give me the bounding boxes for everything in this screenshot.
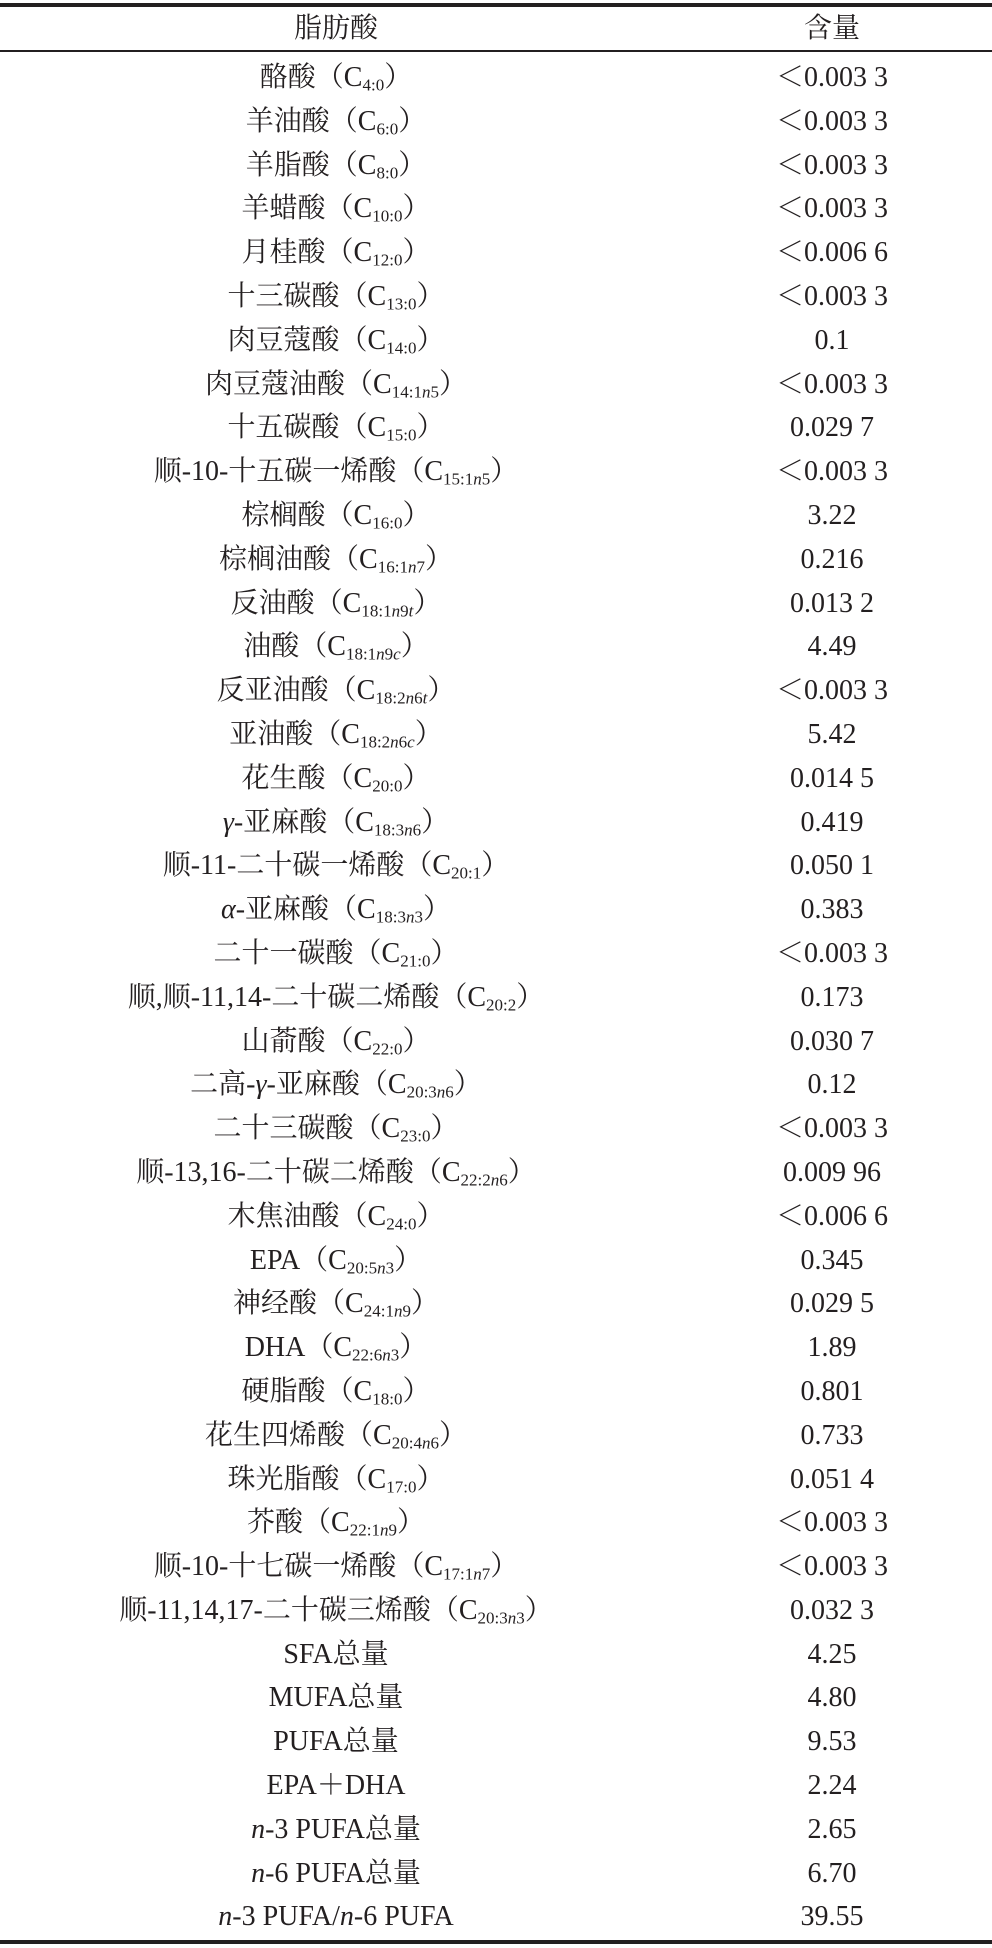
closing-paren: ）	[402, 1375, 431, 1407]
fatty-acid-name-cell	[0, 801, 672, 845]
fatty-acid-name-cell	[0, 1239, 672, 1283]
fatty-acid-name-cell	[0, 888, 672, 932]
fatty-acid-name: 棕榈油酸（C	[219, 543, 378, 575]
fatty-acid-name: 十五碳酸（C	[227, 412, 387, 444]
carbon-notation-subscript: 8:0	[376, 162, 399, 182]
fatty-acid-name: 木焦油酸（C	[227, 1200, 387, 1232]
table-row	[0, 494, 992, 538]
fatty-acid-name-cell	[0, 1895, 672, 1939]
closing-paren: ）	[524, 1594, 553, 1626]
content-value: 0.419	[800, 806, 864, 838]
fatty-acid-name-cell	[0, 582, 672, 626]
fatty-acid-name: 珠光脂酸（C	[227, 1463, 387, 1495]
content-value: 39.55	[800, 1901, 864, 1933]
table-row	[0, 275, 992, 319]
content-value: ＜0.006 6	[775, 1200, 888, 1232]
content-value: ＜0.003 3	[775, 1113, 888, 1145]
fatty-acid-name-cell	[0, 669, 672, 713]
closing-paren: ）	[402, 499, 431, 531]
content-value: 0.032 3	[790, 1594, 874, 1626]
content-value: 0.801	[800, 1375, 864, 1407]
fatty-acid-name-cell	[0, 1370, 672, 1414]
closing-paren: ）	[398, 149, 427, 181]
carbon-notation-subscript: 4:0	[362, 75, 385, 95]
content-value: ＜0.003 3	[775, 368, 888, 400]
table-row	[0, 888, 992, 932]
content-value: ＜0.003 3	[775, 1551, 888, 1583]
carbon-notation-subscript: 15:1n5	[443, 469, 491, 489]
table-row	[0, 625, 992, 669]
fatty-acid-name: PUFA总量	[273, 1726, 399, 1758]
fatty-acid-name: 羊脂酸（C	[245, 149, 377, 181]
carbon-notation-subscript: 17:0	[386, 1476, 417, 1496]
content-value: 4.80	[807, 1682, 857, 1714]
content-value: ＜0.003 3	[775, 1507, 888, 1539]
table-row	[0, 1852, 992, 1896]
table-row	[0, 1589, 992, 1633]
closing-paren: ）	[516, 981, 545, 1013]
closing-paren: ）	[430, 937, 459, 969]
fatty-acid-name: 花生酸（C	[241, 762, 373, 794]
closing-paren: ）	[402, 193, 431, 225]
closing-paren: ）	[424, 543, 453, 575]
fatty-acid-name-cell	[0, 1764, 672, 1808]
content-value: 1.89	[807, 1332, 857, 1364]
table-row	[0, 1501, 992, 1545]
carbon-notation-subscript: 23:0	[400, 1126, 431, 1146]
carbon-notation-subscript: 22:1n9	[349, 1520, 397, 1540]
content-value: 0.12	[807, 1069, 857, 1101]
content-value: 0.009 96	[783, 1156, 881, 1188]
fatty-acid-name: 顺-10-十七碳一烯酸（C	[153, 1551, 444, 1583]
table-row	[0, 1895, 992, 1939]
table-row	[0, 1151, 992, 1195]
fatty-acid-name: 顺-13,16-二十碳二烯酸（C	[136, 1156, 461, 1188]
fatty-acid-name: 肉豆蔻酸（C	[227, 324, 387, 356]
table-row	[0, 1458, 992, 1502]
table-row	[0, 406, 992, 450]
bottom-rule	[0, 1940, 992, 1944]
closing-paren: ）	[413, 587, 442, 619]
fatty-acid-name: 顺,顺-11,14-二十碳二烯酸（C	[127, 981, 487, 1013]
carbon-notation-subscript: 20:2	[486, 994, 517, 1014]
fatty-acid-name: 肉豆蔻油酸（C	[205, 368, 392, 400]
carbon-notation-subscript: 18:1n9c	[345, 644, 401, 664]
fatty-acid-name-cell	[0, 1151, 672, 1195]
closing-paren: ）	[400, 631, 429, 663]
carbon-notation-subscript: 18:2n6c	[359, 732, 415, 752]
carbon-notation-subscript: 13:0	[386, 294, 417, 314]
closing-paren: ）	[422, 894, 451, 926]
carbon-notation-subscript: 20:4n6	[391, 1432, 439, 1452]
table-row	[0, 1063, 992, 1107]
table-row	[0, 1326, 992, 1370]
table-row	[0, 1720, 992, 1764]
fatty-acid-name: γ-亚麻酸（C	[222, 806, 374, 838]
fatty-acid-name-cell	[0, 1808, 672, 1852]
carbon-notation-subscript: 6:0	[376, 119, 399, 139]
closing-paren: ）	[416, 1200, 445, 1232]
closing-paren: ）	[430, 1113, 459, 1145]
content-value: ＜0.003 3	[775, 62, 888, 93]
carbon-notation-subscript: 14:0	[386, 338, 417, 358]
carbon-notation-subscript: 18:3n3	[375, 907, 423, 927]
table-row	[0, 1545, 992, 1589]
carbon-notation-subscript: 20:0	[372, 776, 403, 795]
fatty-acid-name: DHA（C	[244, 1332, 353, 1364]
fatty-acid-name-cell	[0, 1282, 672, 1326]
table-row	[0, 1282, 992, 1326]
content-value: 4.49	[807, 631, 857, 663]
fatty-acid-name-cell	[0, 1063, 672, 1107]
content-value: 5.42	[807, 718, 857, 750]
closing-paren: ）	[453, 1069, 482, 1101]
carbon-notation-subscript: 15:0	[386, 425, 417, 445]
closing-paren: ）	[416, 412, 445, 444]
fatty-acid-name-cell	[0, 625, 672, 669]
content-value: 0.029 7	[790, 412, 874, 444]
fatty-acid-name-cell	[0, 713, 672, 757]
fatty-acid-name: 二十一碳酸（C	[213, 937, 401, 969]
fatty-acid-name: 十三碳酸（C	[227, 280, 387, 312]
table-row	[0, 1808, 992, 1852]
fatty-acid-name-cell	[0, 319, 672, 363]
carbon-notation-subscript: 18:2n6t	[375, 688, 428, 708]
header-row	[0, 6, 992, 52]
fatty-acid-name-cell	[0, 1020, 672, 1064]
fatty-acid-name-cell	[0, 1458, 672, 1502]
content-value: 0.173	[800, 981, 864, 1013]
table-row	[0, 1370, 992, 1414]
fatty-acid-name-cell	[0, 844, 672, 888]
fatty-acid-name: 棕榈酸（C	[241, 499, 373, 531]
fatty-acid-name-cell	[0, 1107, 672, 1151]
closing-paren: ）	[396, 1507, 425, 1539]
fatty-acid-name-cell	[0, 976, 672, 1020]
content-value: ＜0.003 3	[775, 456, 888, 488]
fatty-acid-name: 反油酸（C	[230, 587, 362, 619]
content-value: 0.029 5	[790, 1288, 874, 1320]
closing-paren: ）	[416, 280, 445, 312]
table-row	[0, 450, 992, 494]
table-row	[0, 538, 992, 582]
closing-paren: ）	[438, 1419, 467, 1451]
carbon-notation-subscript: 24:0	[386, 1213, 417, 1233]
carbon-notation-subscript: 20:3n6	[406, 1082, 454, 1102]
table-row	[0, 1020, 992, 1064]
fatty-acid-name: 二十三碳酸（C	[213, 1113, 401, 1145]
table-row	[0, 319, 992, 363]
fatty-acid-name: EPA＋DHA	[266, 1770, 406, 1802]
fatty-acid-name-cell	[0, 275, 672, 319]
content-value: 4.25	[807, 1638, 857, 1670]
content-value: ＜0.003 3	[775, 280, 888, 312]
table-row	[0, 757, 992, 801]
content-value: ＜0.003 3	[775, 675, 888, 707]
fatty-acid-name-cell	[0, 1676, 672, 1720]
carbon-notation-subscript: 18:1n9t	[361, 600, 414, 620]
content-value: 0.216	[800, 543, 864, 575]
content-value: 0.733	[800, 1419, 864, 1451]
table-row	[0, 1195, 992, 1239]
fatty-acid-name: 月桂酸（C	[241, 237, 373, 269]
fatty-acid-name: EPA（C	[249, 1244, 347, 1276]
carbon-notation-subscript: 16:0	[372, 513, 403, 533]
table-row	[0, 976, 992, 1020]
carbon-notation-subscript: 16:1n7	[377, 557, 425, 577]
carbon-notation-subscript: 22:2n6	[460, 1170, 508, 1190]
content-value: 2.65	[807, 1813, 857, 1845]
content-value: ＜0.003 3	[775, 937, 888, 969]
carbon-notation-subscript: 17:1n7	[443, 1564, 491, 1584]
table-row	[0, 363, 992, 407]
fatty-acid-name: n-6 PUFA总量	[251, 1857, 421, 1889]
fatty-acid-name-cell	[0, 100, 672, 144]
carbon-notation-subscript: 20:1	[451, 863, 482, 883]
closing-paren: ）	[402, 762, 431, 794]
fatty-acid-name: 花生四烯酸（C	[205, 1419, 392, 1451]
fatty-acid-name: 芥酸（C	[247, 1507, 350, 1539]
header-fatty-acid: 脂肪酸	[293, 13, 378, 44]
table-row	[0, 1633, 992, 1677]
content-value: 0.051 4	[790, 1463, 874, 1495]
fatty-acid-name: α-亚麻酸（C	[221, 894, 376, 926]
closing-paren: ）	[399, 1332, 428, 1364]
content-value: 0.345	[800, 1244, 864, 1276]
fatty-acid-name: 亚油酸（C	[229, 718, 360, 750]
closing-paren: ）	[416, 324, 445, 356]
carbon-notation-subscript: 14:1n5	[391, 381, 439, 401]
fatty-acid-name: n-3 PUFA总量	[251, 1813, 421, 1845]
table-row	[0, 231, 992, 275]
table-row	[0, 801, 992, 845]
table-row	[0, 187, 992, 231]
fatty-acid-name-cell	[0, 1501, 672, 1545]
content-value: 0.030 7	[790, 1025, 874, 1057]
content-value: 0.383	[800, 894, 864, 926]
fatty-acid-name: 神经酸（C	[233, 1288, 364, 1320]
fatty-acid-name: SFA总量	[283, 1638, 389, 1670]
content-value: ＜0.006 6	[775, 237, 888, 269]
fatty-acid-name-cell	[0, 144, 672, 188]
fatty-acid-name-cell	[0, 187, 672, 231]
fatty-acid-table	[0, 6, 992, 1939]
fatty-acid-name-cell	[0, 1852, 672, 1896]
fatty-acid-name-cell	[0, 1589, 672, 1633]
content-value: 3.22	[807, 499, 857, 531]
fatty-acid-name-cell	[0, 932, 672, 976]
closing-paren: ）	[394, 1244, 423, 1276]
fatty-acid-name: 反亚油酸（C	[216, 675, 376, 707]
content-value: 0.050 1	[790, 850, 874, 882]
carbon-notation-subscript: 24:1n9	[363, 1301, 411, 1321]
fatty-acid-name: 羊蜡酸（C	[241, 193, 373, 225]
closing-paren: ）	[427, 675, 456, 707]
table-row	[0, 713, 992, 757]
fatty-acid-name: MUFA总量	[268, 1682, 404, 1714]
carbon-notation-subscript: 20:5n3	[346, 1257, 395, 1277]
table-row	[0, 932, 992, 976]
table-row	[0, 582, 992, 626]
table-row	[0, 1239, 992, 1283]
fatty-acid-name: n-3 PUFA/n-6 PUFA	[218, 1901, 454, 1933]
content-value: 0.1	[814, 324, 850, 356]
table-row	[0, 144, 992, 188]
content-value: 0.014 5	[790, 762, 874, 794]
fatty-acid-name-cell	[0, 538, 672, 582]
carbon-notation-subscript: 20:3n3	[477, 1608, 525, 1628]
fatty-acid-name-cell	[0, 406, 672, 450]
closing-paren: ）	[416, 1463, 445, 1495]
closing-paren: ）	[490, 456, 519, 488]
fatty-acid-name: 硬脂酸（C	[241, 1375, 373, 1407]
closing-paren: ）	[490, 1551, 519, 1583]
content-value: 2.24	[807, 1770, 857, 1802]
fatty-acid-name-cell	[0, 757, 672, 801]
table-row	[0, 100, 992, 144]
closing-paren: ）	[507, 1156, 536, 1188]
fatty-acid-name: 二高-γ-亚麻酸（C	[190, 1069, 407, 1101]
fatty-acid-name: 顺-10-十五碳一烯酸（C	[153, 456, 444, 488]
fatty-acid-name-cell	[0, 494, 672, 538]
content-value: ＜0.003 3	[775, 105, 888, 137]
closing-paren: ）	[438, 368, 467, 400]
fatty-acid-name-cell	[0, 1545, 672, 1589]
content-value: 9.53	[807, 1726, 857, 1758]
table-row	[0, 669, 992, 713]
fatty-acid-name-cell	[0, 450, 672, 494]
table-row	[0, 1676, 992, 1720]
fatty-acid-name-cell	[0, 1414, 672, 1458]
closing-paren: ）	[410, 1288, 439, 1320]
fatty-acid-name: 油酸（C	[243, 631, 346, 663]
closing-paren: ）	[421, 806, 450, 838]
carbon-notation-subscript: 18:3n6	[373, 819, 422, 839]
fatty-acid-name-cell	[0, 1720, 672, 1764]
fatty-acid-name: 酪酸（C	[259, 62, 363, 93]
table-row	[0, 1764, 992, 1808]
carbon-notation-subscript: 21:0	[400, 951, 431, 971]
carbon-notation-subscript: 22:0	[372, 1038, 403, 1058]
fatty-acid-name: 羊油酸（C	[245, 105, 377, 137]
closing-paren: ）	[402, 1025, 431, 1057]
fatty-acid-name-cell	[0, 231, 672, 275]
fatty-acid-name: 山萮酸（C	[241, 1025, 373, 1057]
fatty-acid-name-cell	[0, 52, 672, 100]
table-row	[0, 52, 992, 100]
carbon-notation-subscript: 18:0	[372, 1389, 403, 1409]
content-value: ＜0.003 3	[775, 149, 888, 181]
closing-paren: ）	[402, 237, 431, 269]
closing-paren: ）	[384, 62, 413, 93]
fatty-acid-name-cell	[0, 1633, 672, 1677]
table-row	[0, 1107, 992, 1151]
table-row	[0, 844, 992, 888]
carbon-notation-subscript: 12:0	[372, 250, 403, 270]
content-value: ＜0.003 3	[775, 193, 888, 225]
fatty-acid-name: 顺-11-二十碳一烯酸（C	[162, 850, 452, 882]
content-value: 6.70	[807, 1857, 857, 1889]
carbon-notation-subscript: 22:6n3	[352, 1345, 400, 1365]
header-content: 含量	[803, 13, 860, 44]
fatty-acid-name-cell	[0, 1195, 672, 1239]
table-row	[0, 1414, 992, 1458]
fatty-acid-name: 顺-11,14,17-二十碳三烯酸（C	[119, 1594, 478, 1626]
closing-paren: ）	[398, 105, 427, 137]
fatty-acid-name-cell	[0, 363, 672, 407]
closing-paren: ）	[481, 850, 510, 882]
content-value: 0.013 2	[790, 587, 874, 619]
closing-paren: ）	[414, 718, 443, 750]
carbon-notation-subscript: 10:0	[372, 206, 403, 226]
fatty-acid-name-cell	[0, 1326, 672, 1370]
